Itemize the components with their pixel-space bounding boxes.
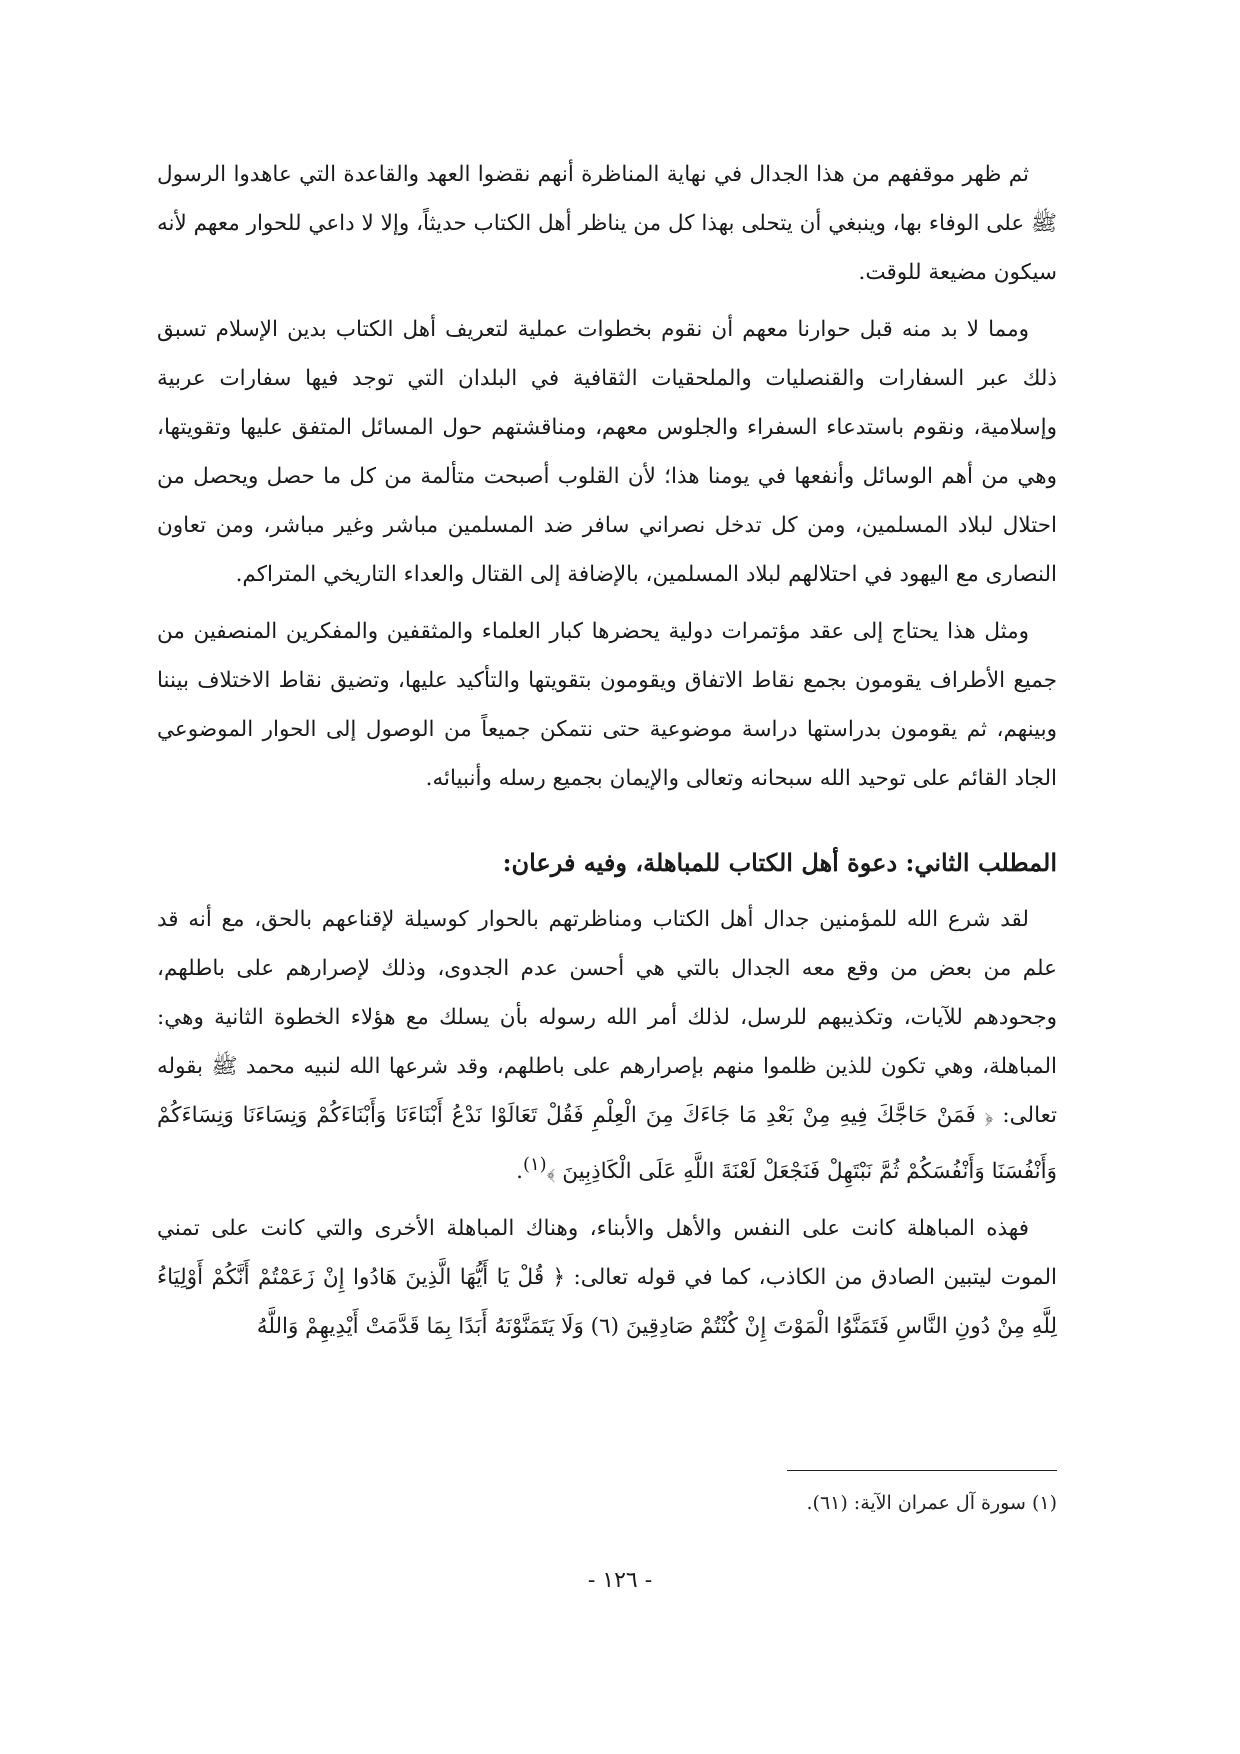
footnote: (١) سورة آل عمران الآية: (٦١). [806, 1492, 1057, 1514]
paragraph-mubahala-text: لقد شرع الله للمؤمنين جدال أهل الكتاب ومناظرتهم بالحوار كوسيلة لإقناعهم بالحق، مع أنه قد علم من بعض من وقع معه الجدال بالتي هي أحسن عدم الجدوى، وذلك لإصرارهم على باطلهم، وجحودهم للآيات، وتكذيبهم للرسل، لذلك أمر الله رسوله بأن يسلك مع هؤلاء الخطوة الثانية وهي: المباهلة، وهي تكون للذين ظلموا منهم بإصرارهم على باطلهم، وقد شرعها الله لنبيه محمد ﷺ بقوله تعالى: [157, 907, 1057, 1128]
paragraph-3: ومثل هذا يحتاج إلى عقد مؤتمرات دولية يحضرها كبار العلماء والمثقفين والمفكرين المنصفين من جميع الأطراف يقومون بجمع نقاط الاتفاق ويقومون بتقويتها والتأكيد عليها، وتضيق نقاط الاختلاف بيننا وبينهم، ثم يقومون بدراستها دراسة موضوعية حتى نتمكن جميعاً من الوصول إلى الحوار الموضوعي الجاد القائم على توحيد الله سبحانه وتعالى والإيمان بجميع رسله وأنبيائه. [157, 619, 1057, 791]
footnote-divider [787, 1470, 1057, 1471]
paragraph-final [157, 1204, 1057, 1351]
paragraph-1: ثم ظهر موقفهم من هذا الجدال في نهاية المناظرة أنهم نقضوا العهد والقاعدة التي عاهدوا الرسول ﷺ على الوفاء بها، وينبغي أن يتحلى بهذا كل من يناظر أهل الكتاب حديثاً، وإلا لا داعي للحوار معهم لأنه سيكون مضيعة للوقت. [157, 162, 1057, 285]
paragraph-mubahala: لقد شرع الله للمؤمنين جدال أهل الكتاب ومناظرتهم بالحوار كوسيلة لإقناعهم بالحق، مع أنه قد علم من بعض من وقع معه الجدال بالتي هي أحسن عدم الجدوى، وذلك لإصرارهم على باطلهم، وجحودهم للآيات، وتكذيبهم للرسل، لذلك أمر الله رسوله بأن يسلك مع هؤلاء الخطوة الثانية وهي: المباهلة، وهي تكون للذين ظلموا منهم بإصرارهم على باطلهم، وقد شرعها الله لنبيه محمد ﷺ بقوله تعالى: ﴿ فَمَنْ حَاجَّكَ فِيهِ مِنْ بَعْدِ مَا جَاءَكَ مِنَ الْعِلْمِ فَقُلْ تَعَالَوْا نَدْعُ أَبْنَاءَنَا وَأَبْنَاءَكُمْ وَنِسَاءَنَا وَنِسَاءَكُمْ وَأَنْفُسَنَا وَأَنْفُسَكُمْ ثُمَّ نَبْتَهِلْ فَنَجْعَلْ لَعْنَةَ اللَّهِ عَلَى الْكَاذِبِينَ ﴾$^{(١)}$. [157, 907, 1057, 1185]
section-heading: المطلب الثاني: دعوة أهل الكتاب للمباهلة، وفيه فرعان: [502, 848, 1057, 877]
page-body [157, 150, 1057, 1359]
quran-verse-1: ﴿ فَمَنْ حَاجَّكَ فِيهِ مِنْ بَعْدِ مَا جَاءَكَ مِنَ الْعِلْمِ فَقُلْ تَعَالَوْا نَدْعُ أَبْنَاءَنَا وَأَبْنَاءَكُمْ وَنِسَاءَنَا وَنِسَاءَكُمْ وَأَنْفُسَنَا وَأَنْفُسَكُمْ ثُمَّ نَبْتَهِلْ فَنَجْعَلْ لَعْنَةَ اللَّهِ عَلَى الْكَاذِبِينَ ﴾ [157, 1103, 1057, 1185]
footnote-marker: (١) [522, 1154, 547, 1175]
quran-verse-2: ﴿ قُلْ يَا أَيُّهَا الَّذِينَ هَادُوا إِنْ زَعَمْتُمْ أَنَّكُمْ أَوْلِيَاءُ لِلَّهِ مِنْ دُونِ النَّاسِ فَتَمَنَّوُا الْمَوْتَ إِنْ كُنْتُمْ صَادِقِينَ (٦) وَلَا يَتَمَنَّوْنَهُ أَبَدًا بِمَا قَدَّمَتْ أَيْدِيهِمْ وَاللَّهُ [157, 1265, 1057, 1340]
paragraph-2: ومما لا بد منه قبل حوارنا معهم أن نقوم بخطوات عملية لتعريف أهل الكتاب بدين الإسلام تسبق ذلك عبر السفارات والقنصليات والملحقيات الثقافية في البلدان التي توجد فيها سفارات عربية وإسلامية، ونقوم باستدعاء السفراء والجلوس معهم، ومناقشتهم حول المسائل المتفق عليها وتقويتها، وهي من أهم الوسائل وأنفعها في يومنا هذا؛ لأن القلوب أصبحت متألمة من كل ما حصل ويحصل من احتلال لبلاد المسلمين، ومن كل تدخل نصراني سافر ضد المسلمين مباشر وغير مباشر، ومن تعاون النصارى مع اليهود في احتلالهم لبلاد المسلمين، بالإضافة إلى القتال والعداء التاريخي المتراكم. [157, 317, 1057, 587]
page-number: - ١٢٦ - [587, 1568, 653, 1593]
paragraph-final-text: فهذه المباهلة كانت على النفس والأهل والأبناء، وهناك المباهلة الأخرى والتي كانت على تمني الموت ليتبين الصادق من الكاذب، كما في قوله تعالى: [157, 1216, 1057, 1291]
